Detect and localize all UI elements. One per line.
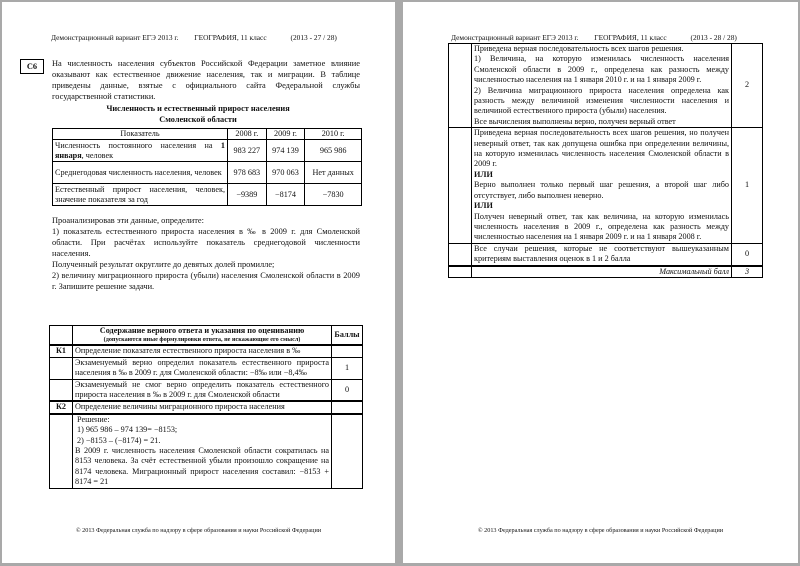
k1-score-row bbox=[50, 379, 363, 401]
criterion-code: К1 bbox=[50, 345, 73, 357]
cell-2010: Нет данных bbox=[305, 162, 362, 184]
question-1: 1) показатель естественного прироста населения в ‰ в 2009 г. для Смоленской области. При расчётах используйте показатель среднегодовой численности населения. bbox=[52, 227, 360, 258]
criteria-text: Приведена верная последовательность всех шагов решения. 1) Величина, на которую изменилась численность населения Смоленской области в 2009 г., определена как разность между численностью населения на 1 января 2010 г. и на 1 января 2009 г. 2) Величина миграционного прироста населения определена как разность между величиной изменения численности населения и величиной естественного прироста (убыли) населения. Все вычисления выполнены верно, получен верный ответ bbox=[472, 44, 732, 128]
population-table bbox=[52, 128, 362, 206]
criteria-text: Приведена верная последовательность всех шагов решения, но получен неверный ответ, так как допущена ошибка при определении величины, на которую изменилась численность населения Смоленской области в 2009 г. ИЛИ Верно выполнен только первый шаг решения, а второй шаг либо отсутствует, либо выполнен неверно. ИЛИ Получен неверный ответ, так как величина, на которую изменилась численность населения в 2009 г., определена как разность между численностью населения на 1 января 2009 г. и на 1 января 2008 г. bbox=[472, 128, 732, 243]
table-row bbox=[53, 184, 362, 206]
cell-2010: 965 986 bbox=[305, 140, 362, 162]
max-score-row bbox=[449, 266, 763, 278]
task-number-box: С6 bbox=[20, 59, 44, 74]
exam-title: Демонстрационный вариант ЕГЭ 2013 г. bbox=[51, 33, 179, 42]
row-label: Среднегодовая численность населения, человек bbox=[53, 162, 228, 184]
table-row bbox=[53, 162, 362, 184]
task-intro: На численность населения субъектов Российской Федерации заметное влияние оказывают как естественное движение населения, так и миграции. В таблице приведены данные, взятые с официального сайта Федеральной службы государственной статистики. bbox=[52, 59, 360, 101]
answer-table bbox=[49, 325, 363, 489]
page-27 bbox=[2, 2, 395, 563]
cell-2009: 974 139 bbox=[266, 140, 305, 162]
cell-2008: 978 683 bbox=[228, 162, 267, 184]
answer-header: Содержание верного ответа и указания по оцениванию (допускаются иные формулировки ответа, не искажающие его смысл) bbox=[73, 326, 332, 346]
row-label: Численность постоянного населения на 1 января, человек bbox=[53, 140, 228, 162]
table-header-row bbox=[53, 129, 362, 140]
cell-2009: 970 063 bbox=[266, 162, 305, 184]
criteria-table bbox=[448, 43, 763, 278]
k2-row bbox=[50, 401, 363, 413]
criterion-score: 0 bbox=[332, 379, 363, 401]
cell-2008: −9389 bbox=[228, 184, 267, 206]
criteria-score: 1 bbox=[732, 128, 763, 243]
subject-title: ГЕОГРАФИЯ, 11 класс bbox=[594, 33, 667, 42]
row-label: Естественный прирост населения, человек, значение показателя за год bbox=[53, 184, 228, 206]
col-header-indicator: Показатель bbox=[53, 129, 228, 140]
cell-2008: 983 227 bbox=[228, 140, 267, 162]
task-questions bbox=[52, 215, 360, 292]
question-lead: Проанализировав эти данные, определите: bbox=[52, 216, 204, 225]
k2-solution-row bbox=[50, 414, 363, 488]
question-rounding: Полученный результат округлите до девятых долей промилле; bbox=[52, 260, 275, 269]
criteria-row-2 bbox=[449, 44, 763, 128]
criteria-score: 2 bbox=[732, 44, 763, 128]
criteria-row-0 bbox=[449, 243, 763, 265]
table-title-line-2: Смоленской области bbox=[159, 115, 237, 124]
k1-row bbox=[50, 345, 363, 357]
criterion-title: Определение показателя естественного прироста населения в ‰ bbox=[73, 345, 332, 357]
criterion-code: К2 bbox=[50, 401, 73, 413]
subject-title: ГЕОГРАФИЯ, 11 класс bbox=[194, 33, 267, 42]
page-number: (2013 - 27 / 28) bbox=[290, 33, 337, 42]
criteria-text: Все случаи решения, которые не соответствуют вышеуказанным критериям выставления оценок в 1 и 2 балла bbox=[472, 243, 732, 265]
page-footer: © 2013 Федеральная служба по надзору в сфере образования и науки Российской Федерации bbox=[75, 527, 322, 534]
page-footer: © 2013 Федеральная служба по надзору в сфере образования и науки Российской Федерации bbox=[477, 527, 724, 534]
max-score-value: 3 bbox=[732, 266, 763, 278]
k1-score-row bbox=[50, 357, 363, 379]
col-header-2009: 2009 г. bbox=[266, 129, 305, 140]
max-score-label: Максимальный балл bbox=[472, 266, 732, 278]
col-header-2008: 2008 г. bbox=[228, 129, 267, 140]
criterion-score: 1 bbox=[332, 357, 363, 379]
page-28 bbox=[403, 2, 798, 563]
criterion-title: Определение величины миграционного прироста населения bbox=[73, 401, 332, 413]
page-header bbox=[51, 33, 337, 42]
question-2: 2) величину миграционного прироста (убыли) населения Смоленской области в 2009 г. Запишите решение задачи. bbox=[52, 271, 360, 291]
page-number: (2013 - 28 / 28) bbox=[690, 33, 737, 42]
table-title-line-1: Численность и естественный прирост населения bbox=[106, 104, 290, 113]
score-header: Баллы bbox=[332, 326, 363, 346]
solution-text: Решение: 1) 965 986 – 974 139= −8153; 2) −8153 – (−8174) = 21. В 2009 г. численность населения Смоленской области сократилась на 8153 человека. За счёт естественной убыли произошло сокращение на 8174 человека. Миграционный прирост населения составил: −8153 + 8174 = 21 bbox=[73, 414, 332, 488]
table-row bbox=[53, 140, 362, 162]
cell-2009: −8174 bbox=[266, 184, 305, 206]
col-header-2010: 2010 г. bbox=[305, 129, 362, 140]
criteria-row-1 bbox=[449, 128, 763, 243]
answer-header-row bbox=[50, 326, 363, 346]
exam-title: Демонстрационный вариант ЕГЭ 2013 г. bbox=[451, 33, 579, 42]
criterion-text: Экзаменуемый не смог верно определить показатель естественного прироста населения в ‰ в 2009 г. для Смоленской области bbox=[73, 379, 332, 401]
page-header bbox=[451, 33, 737, 42]
criteria-score: 0 bbox=[732, 243, 763, 265]
cell-2010: −7830 bbox=[305, 184, 362, 206]
criterion-text: Экзаменуемый верно определил показатель естественного прироста населения в ‰ в 2009 г. для Смоленской области: −8‰ или −8,4‰ bbox=[73, 357, 332, 379]
